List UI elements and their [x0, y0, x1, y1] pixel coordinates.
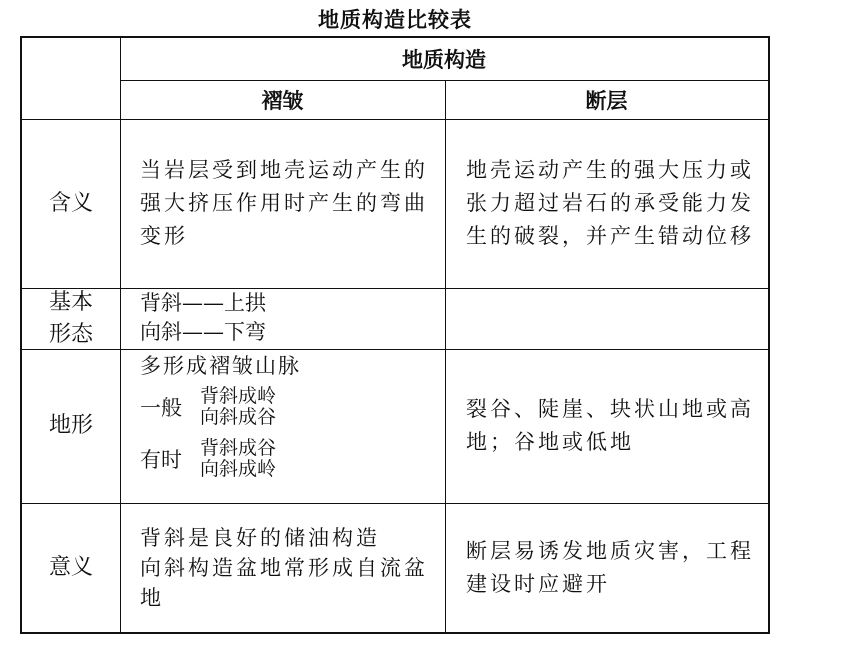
terrain-sometimes-anticline: 背斜成谷: [200, 437, 277, 459]
significance-fault-text: 断层易诱发地质灾害，工程建设时应避开: [466, 538, 754, 596]
meaning-fault-text: 地壳运动产生的强大压力或张力超过岩石的承受能力发生的破裂，并产生错动位移: [466, 158, 754, 248]
geology-comparison-table: [20, 36, 770, 634]
row-label-terrain: 地形: [48, 413, 93, 439]
syncline-form: 向斜——下弯: [140, 320, 266, 344]
row-label-meaning: 含义: [48, 190, 93, 216]
row-label-basic-form: [22, 288, 120, 349]
cell-significance-fold: [140, 503, 430, 632]
cell-basic-form-fold: [140, 289, 440, 349]
terrain-sometimes-label: 有时: [140, 448, 182, 472]
cell-basic-form-fault: [445, 288, 768, 349]
cell-meaning-fold: [140, 119, 430, 288]
terrain-sometimes-syncline: 向斜成岭: [200, 458, 277, 480]
significance-fold-line2: 向斜构造盆地常形成自流盆地: [140, 555, 428, 610]
terrain-general-syncline: 向斜成谷: [200, 406, 277, 428]
row-label-significance: 意义: [48, 554, 93, 580]
cell-meaning-fault: [466, 119, 758, 288]
divider-fold-fault: [445, 80, 446, 632]
anticline-form: 背斜——上拱: [140, 291, 266, 315]
terrain-fold-intro: 多形成褶皱山脉: [140, 354, 301, 378]
table-title: 地质构造比较表: [318, 7, 472, 32]
terrain-general-anticline: 背斜成岭: [200, 385, 277, 407]
cell-terrain-fault: [466, 349, 758, 503]
terrain-sometimes-group: [140, 438, 440, 480]
terrain-fault-text: 裂谷、陡崖、块状山地或高地；谷地或低地: [466, 397, 754, 454]
divider-label-column: [120, 38, 121, 632]
header-group-geologic-structure: 地质构造: [402, 47, 486, 72]
meaning-fold-text: 当岩层受到地壳运动产生的强大挤压作用时产生的弯曲变形: [140, 158, 428, 248]
basic-form-label-line1: 基本: [48, 289, 93, 315]
cell-terrain-fold: [140, 352, 440, 502]
terrain-general-group: [140, 386, 440, 428]
significance-fold-line1: 背斜是良好的储油构造: [140, 525, 380, 550]
terrain-general-label: 一般: [140, 396, 182, 420]
header-fold: 褶皱: [261, 87, 304, 113]
cell-significance-fault: [466, 503, 758, 632]
header-fault: 断层: [585, 87, 628, 113]
basic-form-label-line2: 形态: [48, 321, 93, 347]
